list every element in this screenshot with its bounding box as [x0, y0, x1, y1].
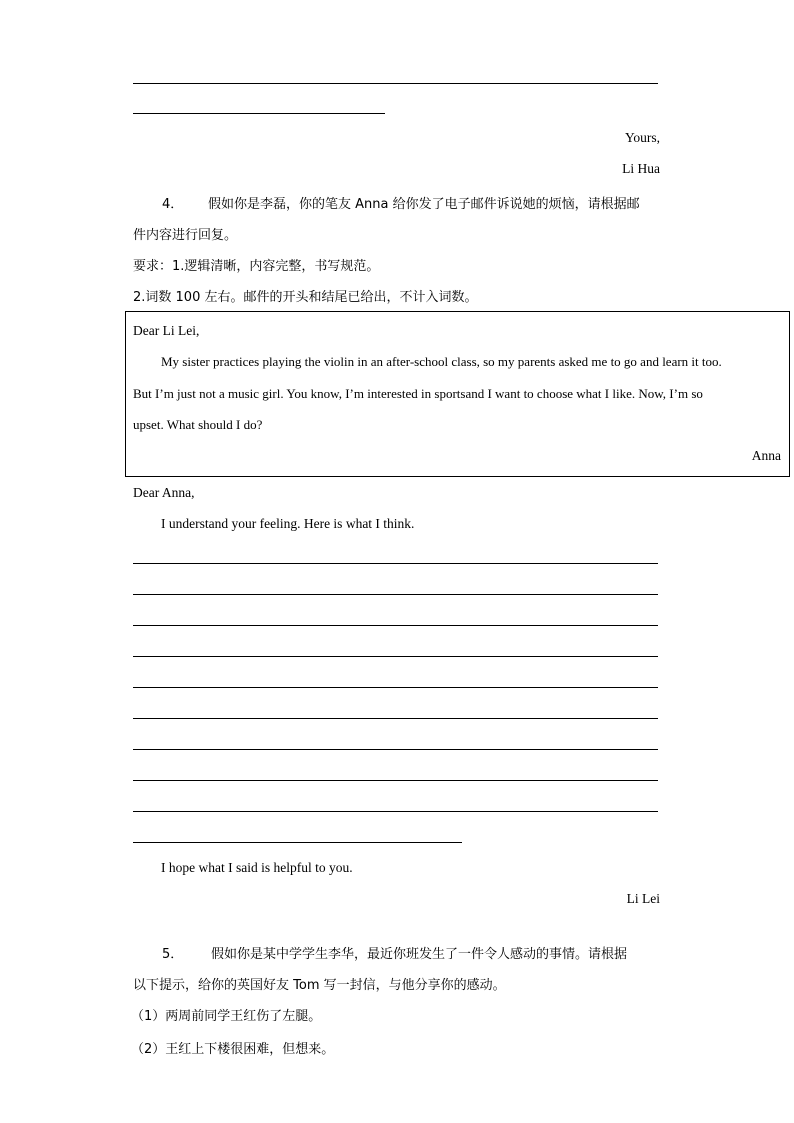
- question-prompt: 假如你是李磊，你的笔友 Anna 给你发了电子邮件诉说她的烦恼，请根据邮: [208, 197, 640, 212]
- reply-greeting: Dear Anna,: [133, 485, 195, 500]
- reply-signature: Li Lei: [626, 891, 660, 906]
- email-signature: Anna: [751, 448, 781, 463]
- reply-closing: I hope what I said is helpful to you.: [161, 860, 353, 875]
- hint-2: （2）王红上下楼很困难，但想来。: [131, 1042, 335, 1057]
- answer-line: [133, 113, 385, 114]
- letter-sign-off: Yours,: [624, 130, 660, 145]
- email-greeting: Dear Li Lei,: [133, 323, 200, 338]
- answer-line: [133, 811, 658, 812]
- email-body-line: upset. What should I do?: [133, 417, 263, 432]
- question-prompt: 假如你是某中学学生李华，最近你班发生了一件令人感动的事情。请根据: [211, 947, 628, 962]
- answer-line: [133, 656, 658, 657]
- requirement-1: 要求：1.逻辑清晰，内容完整，书写规范。: [133, 259, 380, 274]
- requirement-2: 2.词数 100 左右。邮件的开头和结尾已给出，不计入词数。: [133, 290, 478, 305]
- hint-1: （1）两周前同学王红伤了左腿。: [131, 1009, 322, 1024]
- answer-line: [133, 687, 658, 688]
- reply-opening: I understand your feeling. Here is what I think.: [161, 516, 415, 531]
- question-prompt-cont: 以下提示，给你的英国好友 Tom 写一封信，与他分享你的感动。: [133, 978, 506, 993]
- letter-signature: Li Hua: [622, 161, 660, 176]
- answer-line: [133, 594, 658, 595]
- answer-line: [133, 563, 658, 564]
- question-number: 5．: [162, 947, 184, 962]
- answer-line: [133, 842, 462, 843]
- answer-line: [133, 625, 658, 626]
- email-body-line: My sister practices playing the violin in an after-school class, so my parents asked me to go and learn it too.: [161, 354, 722, 369]
- question-prompt-cont: 件内容进行回复。: [133, 228, 238, 243]
- answer-line: [133, 780, 658, 781]
- answer-line: [133, 749, 658, 750]
- question-number: 4．: [162, 197, 184, 212]
- answer-line: [133, 83, 658, 84]
- answer-line: [133, 718, 658, 719]
- email-body-line: But I’m just not a music girl. You know, I’m interested in sportsand I want to choose what I like. Now, I’m so: [133, 386, 703, 401]
